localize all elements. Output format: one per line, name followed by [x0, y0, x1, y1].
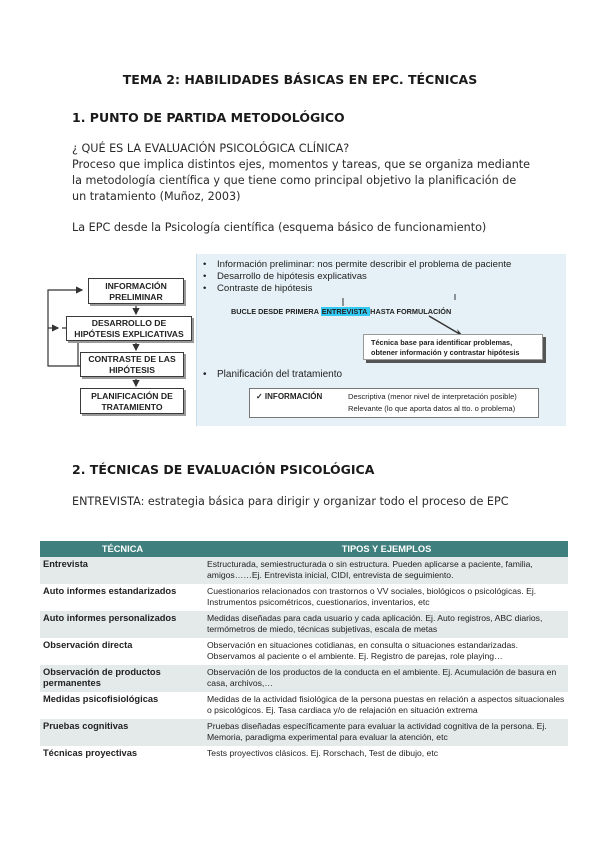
- desc-cell: Cuestionarios relacionados con trastornos o VV sociales, biológicos o psicológicas. Ej. Instrumentos psicométricos, cuestionarios, inventarios, etc: [207, 586, 537, 607]
- definition-line-2: la metodología científica y que tiene como principal objetivo la planificación de: [72, 174, 517, 187]
- technique-line-2: obtener información y contrastar hipótesis: [371, 348, 520, 357]
- panel-bullet-2: • Desarrollo de hipótesis explicativas: [203, 271, 367, 282]
- techniques-table: [40, 541, 568, 762]
- technique-cell: Pruebas cognitivas: [40, 719, 205, 746]
- table-row: [40, 638, 568, 665]
- table-header-row: [40, 541, 568, 557]
- panel-bullet-1: • Información preliminar: nos permite describir el problema de paciente: [203, 259, 512, 270]
- info-relevante: Relevante (lo que aporta datos al tto. o problema): [348, 404, 516, 413]
- desc-cell: Medidas de la actividad fisiológica de la persona puestas en relación a aspectos situacionales o psicológicos. Ej. Tasa cardiaca y/o de relajación en situación extrema: [207, 694, 565, 715]
- technique-cell: Auto informes personalizados: [40, 611, 205, 638]
- technique-cell: Observación directa: [43, 640, 133, 650]
- info-check-label: ✓ INFORMACIÓN: [256, 392, 323, 401]
- table-row: [40, 719, 568, 746]
- table-row: [40, 584, 568, 611]
- technique-cell: Observación de productos permanentes: [40, 665, 205, 692]
- desc-cell: Observación en situaciones cotidianas, en consulta o situaciones estandarizadas. Observamos al paciente o el ambiente. Ej. Registro de parejas, role playing…: [207, 640, 518, 661]
- definition-line-1: Proceso que implica distintos ejes, momentos y tareas, que se organiza mediante: [72, 158, 531, 171]
- flow-box-planificacion: PLANIFICACIÓN DE TRATAMIENTO: [80, 388, 184, 414]
- technique-cell: Auto informes estandarizados: [43, 586, 177, 596]
- desc-cell: Tests proyectivos clásicos. Ej. Rorschach, Test de dibujo, etc: [207, 748, 439, 758]
- panel-bullet-planning: • Planificación del tratamiento: [203, 369, 343, 380]
- schema-intro: La EPC desde la Psicología científica (esquema básico de funcionamiento): [72, 221, 487, 234]
- desc-cell: Pruebas diseñadas específicamente para evaluar la actividad cognitiva de la persona. Ej. Memoria, paradigma experimental para evaluar la atención, etc: [205, 719, 568, 746]
- section2-heading: 2. TÉCNICAS DE EVALUACIÓN PSICOLÓGICA: [72, 462, 375, 477]
- section2-intro: ENTREVISTA: estrategia básica para dirigir y organizar todo el proceso de EPC: [72, 495, 509, 508]
- page-title: TEMA 2: HABILIDADES BÁSICAS EN EPC. TÉCNICAS: [122, 72, 478, 87]
- desc-cell: Observación de los productos de la conducta en el ambiente. Ej. Acumulación de basura en casa, archivos,…: [205, 665, 568, 692]
- table-row: [40, 611, 568, 638]
- question-text: ¿ QUÉ ES LA EVALUACIÓN PSICOLÓGICA CLÍNICA?: [72, 142, 350, 155]
- technique-cell: Medidas psicofisiológicas: [43, 694, 159, 704]
- section1-heading: 1. PUNTO DE PARTIDA METODOLÓGICO: [72, 110, 345, 125]
- info-descriptiva: Descriptiva (menor nivel de interpretación posible): [348, 392, 517, 401]
- desc-cell: Medidas diseñadas para cada usuario y cada aplicación. Ej. Auto registros, ABC diarios, termómetros de miedo, técnicas subjetivas, escala de metas: [205, 611, 568, 638]
- desc-cell: Estructurada, semiestructurada o sin estructura. Pueden aplicarse a paciente, familia, amigos……Ej. Entrevista inicial, CIDI, entrevista de seguimiento.: [205, 557, 568, 584]
- diagram-panel: [196, 254, 566, 426]
- table-row: [40, 746, 568, 762]
- technique-cell: Entrevista: [40, 557, 205, 584]
- flow-box-contraste-hipotesis: CONTRASTE DE LAS HIPÓTESIS: [80, 352, 184, 377]
- entrevista-highlight: ENTREVISTA: [321, 307, 370, 316]
- technique-cell: Técnicas proyectivas: [43, 748, 138, 758]
- header-tecnica: TÉCNICA: [40, 541, 205, 557]
- panel-bullet-3: • Contraste de hipótesis: [203, 283, 313, 294]
- loop-text: BUCLE DESDE PRIMERA ENTREVISTA HASTA FORMULACIÓN: [231, 307, 452, 316]
- flow-box-info-preliminar: INFORMACIÓN PRELIMINAR: [88, 278, 184, 304]
- information-box: [249, 388, 539, 418]
- header-tipos: TIPOS Y EJEMPLOS: [205, 541, 568, 557]
- flow-box-desarrollo-hipotesis: DESARROLLO DE HIPÓTESIS EXPLICATIVAS: [66, 316, 192, 341]
- table-row: [40, 692, 568, 719]
- table-row: [40, 557, 568, 584]
- table-row: [40, 665, 568, 692]
- technique-line-1: Técnica base para identificar problemas,: [371, 338, 513, 347]
- definition-line-3: un tratamiento (Muñoz, 2003): [72, 190, 241, 203]
- technique-base-box: [363, 334, 543, 360]
